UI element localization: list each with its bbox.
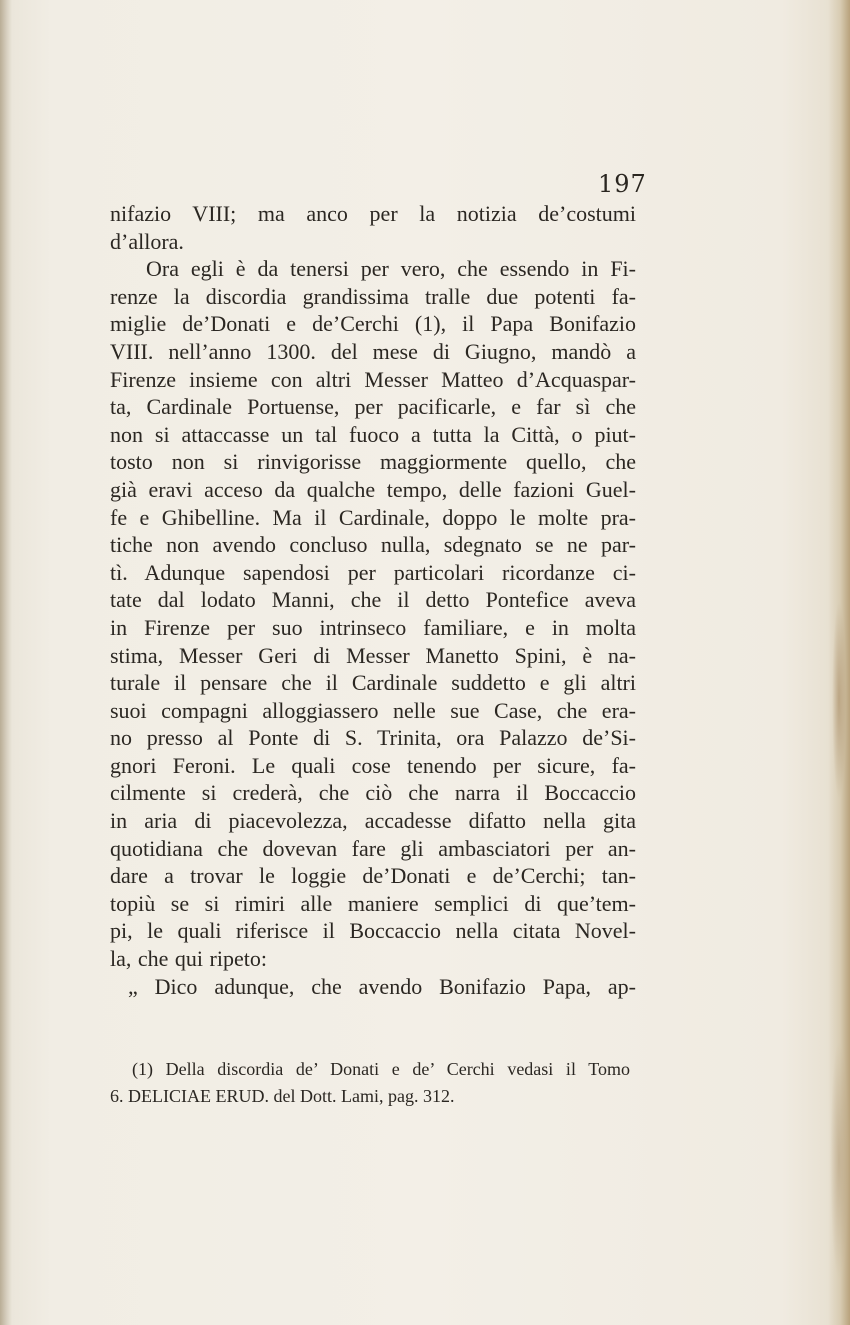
- text-line: non si attaccasse un tal fuoco a tutta la Città, o piut-: [110, 421, 636, 447]
- text-line: in Firenze per suo intrinseco familiare, e in molta: [110, 614, 636, 640]
- text-line: pi, le quali riferisce il Boccaccio nella citata Novel-: [110, 918, 636, 944]
- text-line: „ Dico adunque, che avendo Bonifazio Papa, ap-: [128, 973, 636, 999]
- footnote: [110, 1056, 630, 1110]
- text-line: ta, Cardinale Portuense, per pacificarle, e far sì che: [110, 394, 636, 420]
- text-line: d’allora.: [110, 228, 184, 254]
- page-number: 197: [598, 170, 647, 198]
- footnote-line: 6. DELICIAE ERUD. del Dott. Lami, pag. 312.: [110, 1086, 455, 1106]
- text-line: tate dal lodato Manni, che il detto Pontefice aveva: [110, 587, 636, 613]
- text-line: Ora egli è da tenersi per vero, che essendo in Fi-: [146, 256, 636, 282]
- body-text: [110, 200, 636, 1000]
- text-line: tì. Adunque sapendosi per particolari ricordanze ci-: [110, 559, 636, 585]
- text-line: Firenze insieme con altri Messer Matteo d’Acquaspar-: [110, 366, 636, 392]
- text-line: fe e Ghibelline. Ma il Cardinale, doppo le molte pra-: [110, 504, 636, 530]
- text-line: turale il pensare che il Cardinale suddetto e gli altri: [110, 670, 636, 696]
- text-line: nifazio VIII; ma anco per la notizia de’costumi: [110, 201, 636, 226]
- text-line: gnori Feroni. Le quali cose tenendo per sicure, fa-: [110, 752, 636, 778]
- text-line: cilmente si crederà, che ciò che narra il Boccaccio: [110, 780, 636, 806]
- text-line: suoi compagni alloggiassero nelle sue Case, che era-: [110, 697, 636, 723]
- text-line: VIII. nell’anno 1300. del mese di Giugno, mandò a: [110, 338, 636, 364]
- text-line: in aria di piacevolezza, accadesse difatto nella gita: [110, 808, 636, 834]
- text-line: stima, Messer Geri di Messer Manetto Spini, è na-: [110, 642, 636, 668]
- text-line: miglie de’Donati e de’Cerchi (1), il Papa Bonifazio: [110, 311, 636, 337]
- text-line: tosto non si rinvigorisse maggiormente quello, che: [110, 449, 636, 475]
- text-line: la, che qui ripeto:: [110, 946, 267, 972]
- text-line: dare a trovar le loggie de’Donati e de’Cerchi; tan-: [110, 863, 636, 889]
- paper-stain: [832, 600, 846, 800]
- text-line: renze la discordia grandissima tralle due potenti fa-: [110, 283, 636, 309]
- text-line: no presso al Ponte di S. Trinita, ora Palazzo de’Si-: [110, 725, 636, 751]
- text-line: tiche non avendo concluso nulla, sdegnato se ne par-: [110, 532, 636, 558]
- paper-stain: [830, 1040, 848, 1280]
- text-line: quotidiana che dovevan fare gli ambasciatori per an-: [110, 835, 636, 861]
- footnote-line: (1) Della discordia de’ Donati e de’ Cerchi vedasi il Tomo: [132, 1059, 630, 1079]
- text-line: già eravi acceso da qualche tempo, delle fazioni Guel-: [110, 476, 636, 502]
- page-left-edge: [0, 0, 12, 1325]
- text-line: topiù se si rimiri alle maniere semplici di que’tem-: [110, 890, 636, 916]
